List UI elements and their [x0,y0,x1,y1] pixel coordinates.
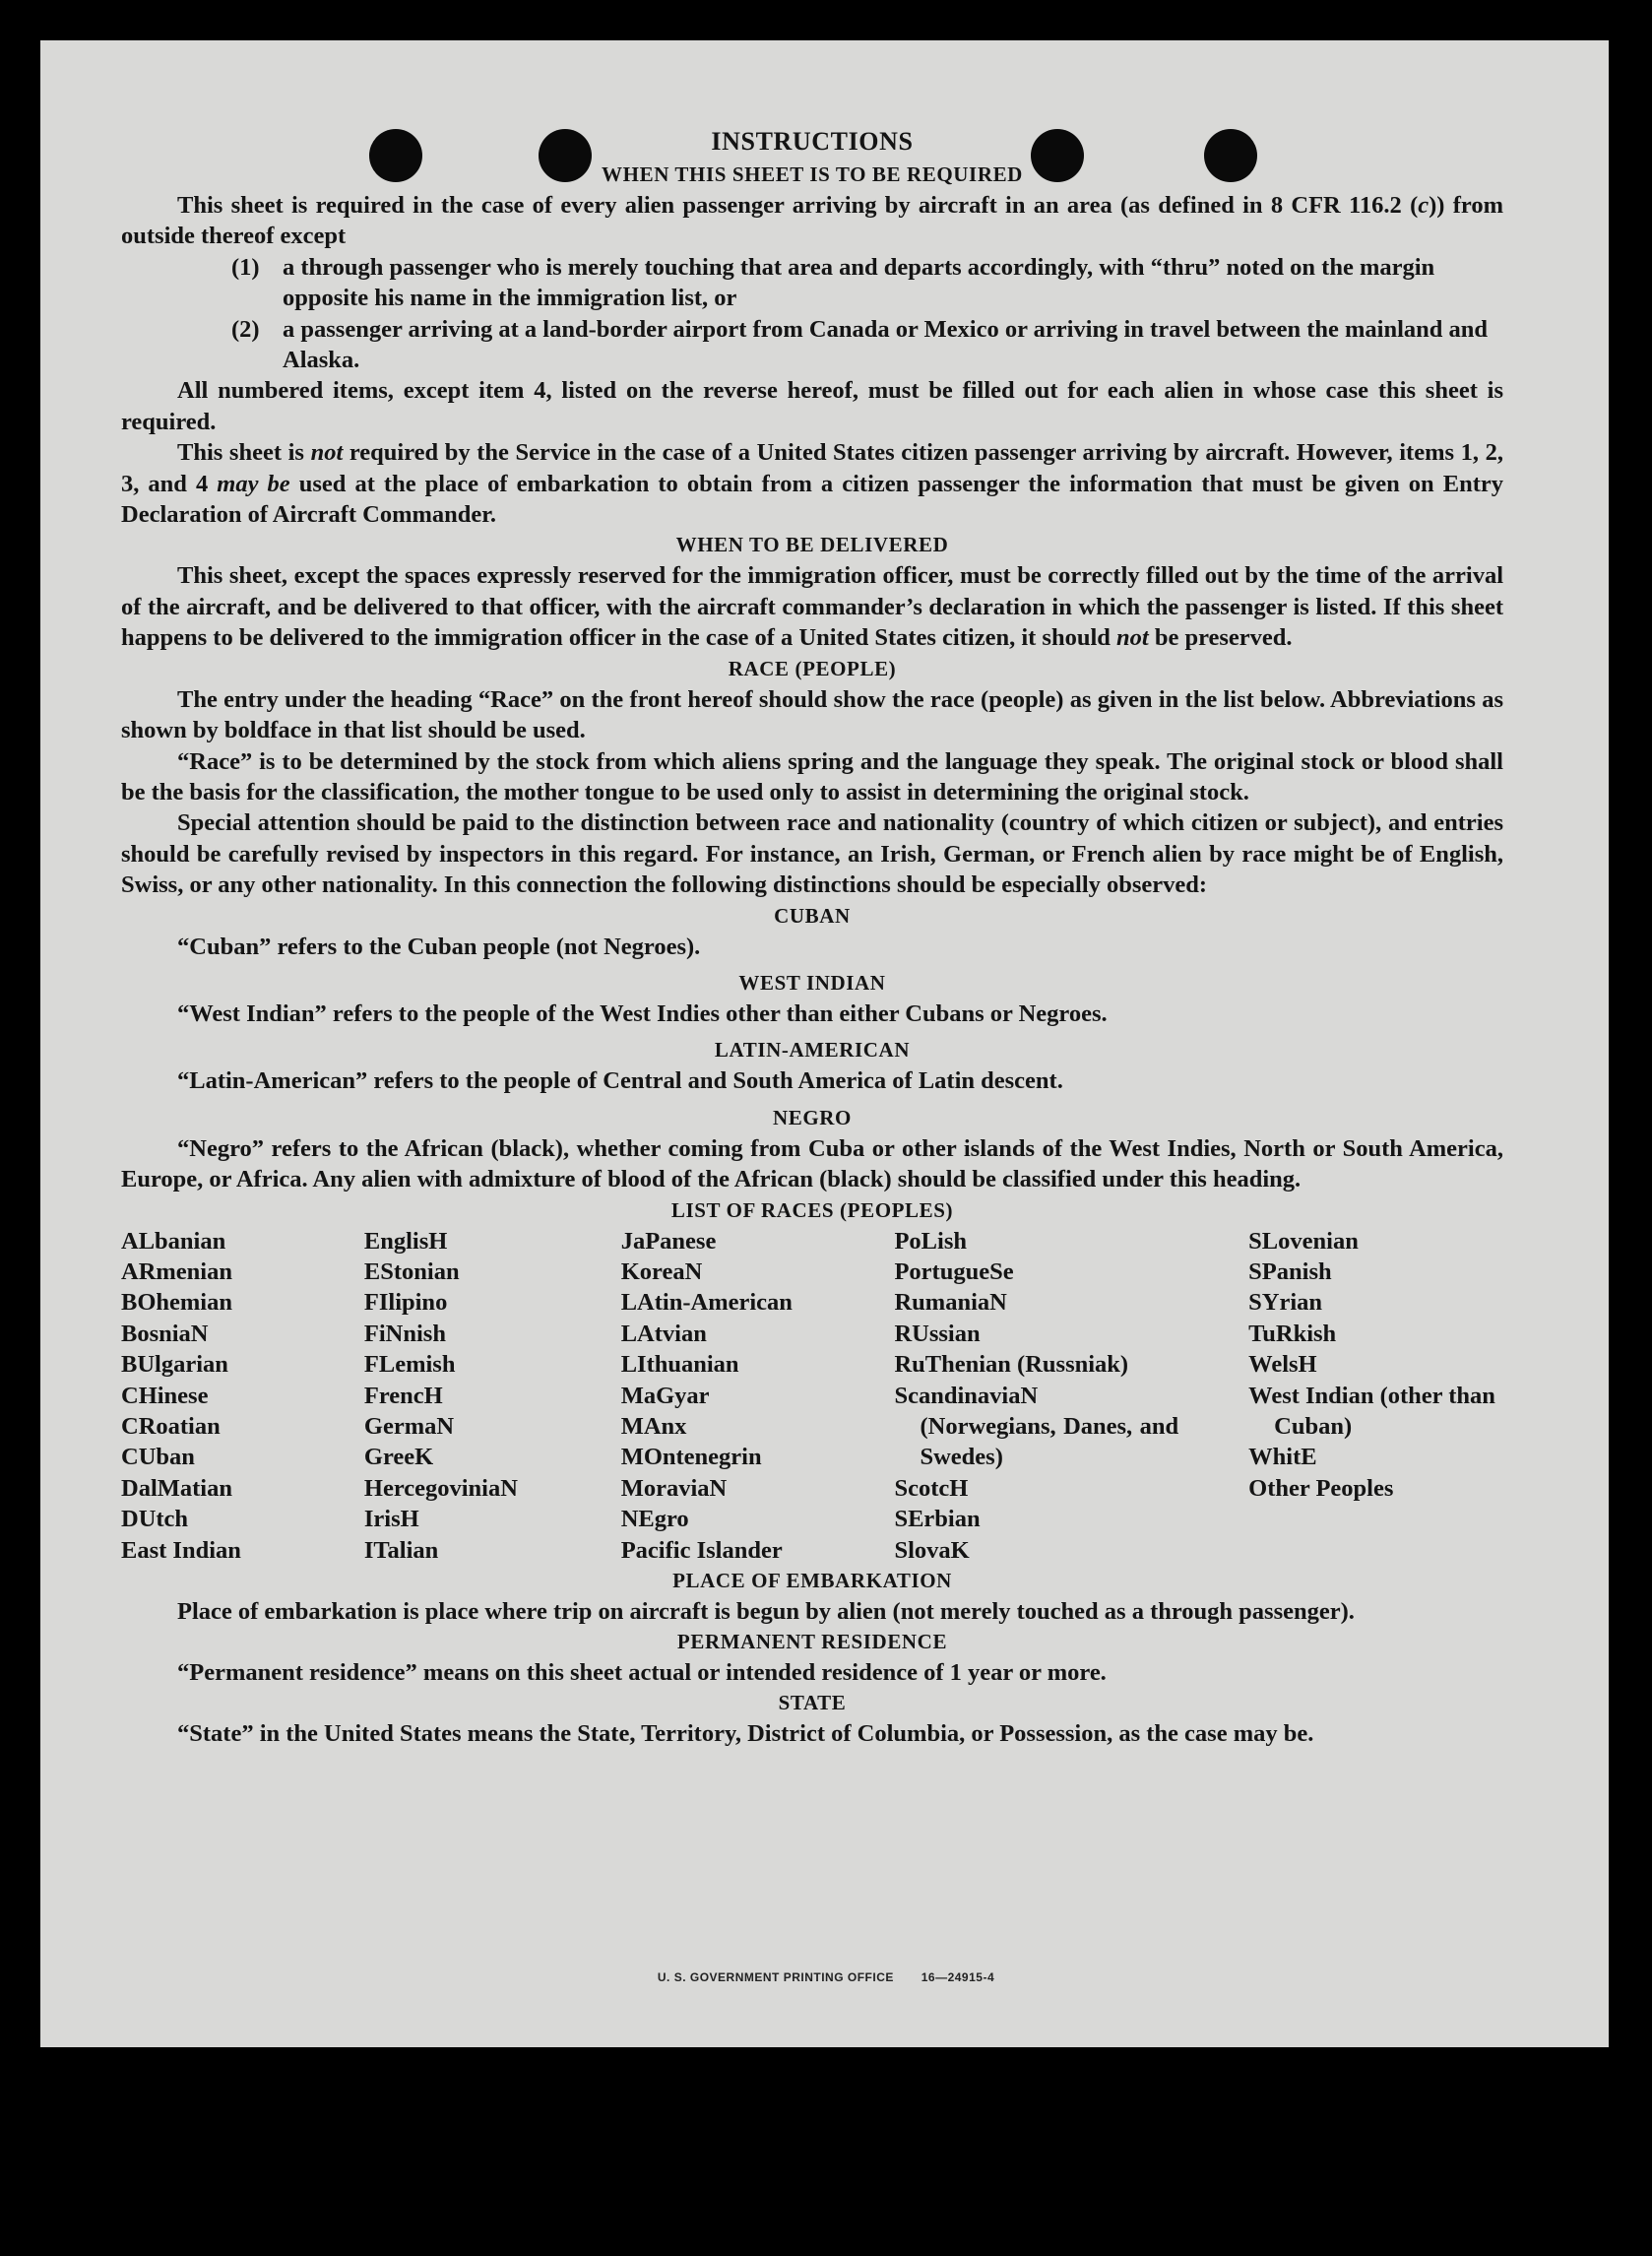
race-entry: SLovenian [1248,1227,1359,1255]
italic-text: not [310,439,344,467]
race-entry: LAtvian [620,1320,707,1347]
exception-text: a through passenger who is merely touching that area and departs accordingly, with “thru” noted on the margin opposite his name in the immigration list, or [283,253,1435,312]
paragraph-text: The entry under the heading “Race” on the front hereof should show the race (people) as given in the list below. Abbreviations as shown by [121,685,1503,744]
race-entry: MoraviaN [620,1474,728,1502]
race-entry: Pacific Islander [620,1536,783,1564]
italic-text: may be [217,470,290,497]
race-entry: BUlgarian [121,1351,228,1379]
paragraph-text: required by the Service in the case of a United States citizen passenger arriving by aircraft. However, items 1, 2, 3, and 4 [121,439,1504,497]
race-entry: BOhemian [121,1289,232,1317]
race-entry: TuRkish [1248,1320,1337,1347]
section-heading: NEGRO [772,1105,852,1129]
paragraph-west-indian [121,999,1503,1029]
exception-item [231,314,1503,376]
race-entry: MAnx [620,1413,687,1440]
paragraph-text: “State” in the United States means the State, Territory, District of Columbia, or Possession, as the case may be. [177,1720,1314,1748]
exception-number: (2) [231,315,260,343]
race-entry: West Indian (other than Cuban) [1248,1382,1495,1440]
race-entry: ScotcH [894,1474,969,1502]
paragraph-text: be preserved. [1148,624,1293,652]
paragraph-race-definition [121,746,1503,808]
race-entry: EnglisH [363,1227,448,1255]
paragraph-required [121,190,1503,252]
section-heading: WHEN TO BE DELIVERED [675,533,949,557]
race-entry: CHinese [121,1382,209,1409]
race-entry: WelsH [1248,1351,1317,1379]
section-heading: RACE (PEOPLE) [728,656,897,680]
race-entry: WhitE [1248,1444,1317,1471]
paragraph-text: Place of embarkation is place where trip on aircraft is begun by alien (not merely touched as a through passenger). [177,1597,1355,1625]
race-entry: JaPanese [620,1227,717,1255]
race-entry: LIthuanian [620,1351,739,1379]
race-entry: ScandinaviaN (Norwegians, Danes, and Swedes) [894,1382,1179,1471]
race-entry: FiNnish [363,1320,446,1347]
page-title: INSTRUCTIONS [711,127,914,156]
paragraph-state [121,1718,1503,1749]
exception-item [231,252,1503,314]
race-entry: NEgro [620,1506,689,1533]
race-column [1248,1226,1503,1566]
paragraph-text: “Race” is to be determined by the stock from which aliens spring and the language they speak. The original stock or blood shall be the basis for the classification, the mother tongue to be used only to assist in determining the original stock. [121,747,1503,806]
race-entry: SErbian [894,1506,981,1533]
paragraph-negro [121,1133,1503,1195]
race-entry: RuThenian (Russniak) [894,1351,1129,1379]
race-column [364,1226,621,1566]
paragraph-text: )) from outside thereof except [121,192,1503,250]
race-entry: LAtin-American [620,1289,793,1317]
race-column [621,1226,895,1566]
race-entry: CRoatian [121,1413,221,1440]
race-entry: RumaniaN [894,1289,1007,1317]
race-entry: FrencH [363,1382,443,1409]
printer-imprint [0,1970,1652,1984]
section-heading: LATIN-AMERICAN [714,1038,911,1063]
paragraph-latin-american [121,1065,1503,1096]
paragraph-text: This sheet is [177,439,311,467]
race-entry: PortugueSe [894,1257,1014,1285]
race-entry: DalMatian [121,1474,232,1502]
section-heading: PLACE OF EMBARKATION [672,1568,952,1592]
paragraph-text: Special attention should be paid to the distinction between race and nationality (country of which citizen or subject), and entries should be carefully revised by inspectors in this regard. For instance, an Irish, German, or French alien by race might be of English, Swiss, or any other nationality. In this connection the following distinctions should be especially observed: [121,809,1503,899]
italic-text: c [1418,192,1430,219]
paragraph-numbered-items [121,375,1503,437]
paragraph-text: “Negro” refers to the African (black), whether coming from Cuba or other islands of the West Indies, North or South America, Europe, or Africa. Any alien with admixture of blood of the African (black) should be classified under this heading. [121,1134,1503,1193]
race-entry: ALbanian [121,1227,226,1255]
race-entry: PoLish [894,1227,967,1255]
race-entry: ARmenian [121,1257,232,1285]
section-heading: STATE [778,1691,847,1715]
section-heading: WEST INDIAN [738,970,886,995]
race-entry: ITalian [363,1536,439,1564]
section-heading: LIST OF RACES (PEOPLES) [670,1197,954,1222]
race-entry: KoreaN [620,1257,703,1285]
race-entry: EStonian [363,1257,460,1285]
paragraph-text: This sheet is required in the case of every alien passenger arriving by aircraft in an area (as defined in 8 CFR 116.2 ( [177,192,1419,219]
race-entry: SlovaK [894,1536,970,1564]
paragraph-cuban [121,932,1503,962]
paragraph-text: “Latin-American” refers to the people of Central and South America of Latin descent. [177,1067,1063,1095]
race-entry: Other Peoples [1248,1474,1394,1502]
race-entry: IrisH [363,1506,419,1533]
race-entry: DUtch [121,1506,189,1533]
race-entry: BosniaN [121,1320,209,1347]
race-entry: MOntenegrin [620,1444,762,1471]
paragraph-residence [121,1657,1503,1688]
race-entry: GreeK [363,1444,434,1471]
race-entry: FIlipino [363,1289,448,1317]
paragraph-text: “Permanent residence” means on this sheet actual or intended residence of 1 year or more. [177,1658,1107,1686]
paragraph-text: used at the place of embarkation to obtain from a citizen passenger the information that must be given on Entry Declaration of Aircraft Commander. [121,470,1503,529]
race-entry: SYrian [1248,1289,1323,1317]
section-heading: WHEN THIS SHEET IS TO BE REQUIRED [602,162,1023,186]
race-column [121,1226,364,1566]
section-heading: PERMANENT RESIDENCE [676,1629,948,1653]
paragraph-delivered [121,560,1503,653]
race-entry: SPanish [1248,1257,1332,1285]
printer-name: U. S. GOVERNMENT PRINTING OFFICE [657,1970,894,1984]
paragraph-text: This sheet, except the spaces expressly reserved for the immigration officer, must be correctly filled out by the time of the arrival of the aircraft, and be delivered to that officer, with the aircraft commander’s declaration in which the passenger is listed. If this sheet happens to be delivered to the immigration officer in the case of a United States citizen, it should [121,562,1503,652]
exception-number: (1) [231,253,260,281]
italic-text: not [1116,624,1149,652]
form-code: 16—24915-4 [921,1970,995,1984]
paragraph-embarkation [121,1596,1503,1627]
race-entry: FLemish [363,1351,456,1379]
exception-text: a passenger arriving at a land-border airport from Canada or Mexico or arriving in travel between the mainland and Alaska. [283,315,1489,374]
race-entry: RUssian [894,1320,981,1347]
paragraph-text: in that list should be used. [311,717,586,744]
paragraph-citizen [121,437,1503,530]
race-entry: MaGyar [620,1382,710,1409]
race-entry: CUban [121,1444,195,1471]
paragraph-text: “Cuban” refers to the Cuban people (not Negroes). [177,933,701,960]
race-entry: East Indian [121,1536,241,1564]
section-heading: CUBAN [774,903,851,928]
paragraph-race-entry [121,684,1503,746]
race-list [121,1226,1503,1566]
paragraph-race-nationality [121,807,1503,900]
paragraph-text: “West Indian” refers to the people of the West Indies other than either Cubans or Negroes. [177,999,1108,1027]
paragraph-text: All numbered items, except item 4, listed on the reverse hereof, must be filled out for each alien in whose case this sheet is required. [121,377,1503,435]
instructions-content [121,124,1503,1750]
race-entry: HercegoviniaN [363,1474,518,1502]
race-column [894,1226,1178,1566]
bold-text: boldface [223,717,312,744]
race-entry: GermaN [363,1413,455,1440]
